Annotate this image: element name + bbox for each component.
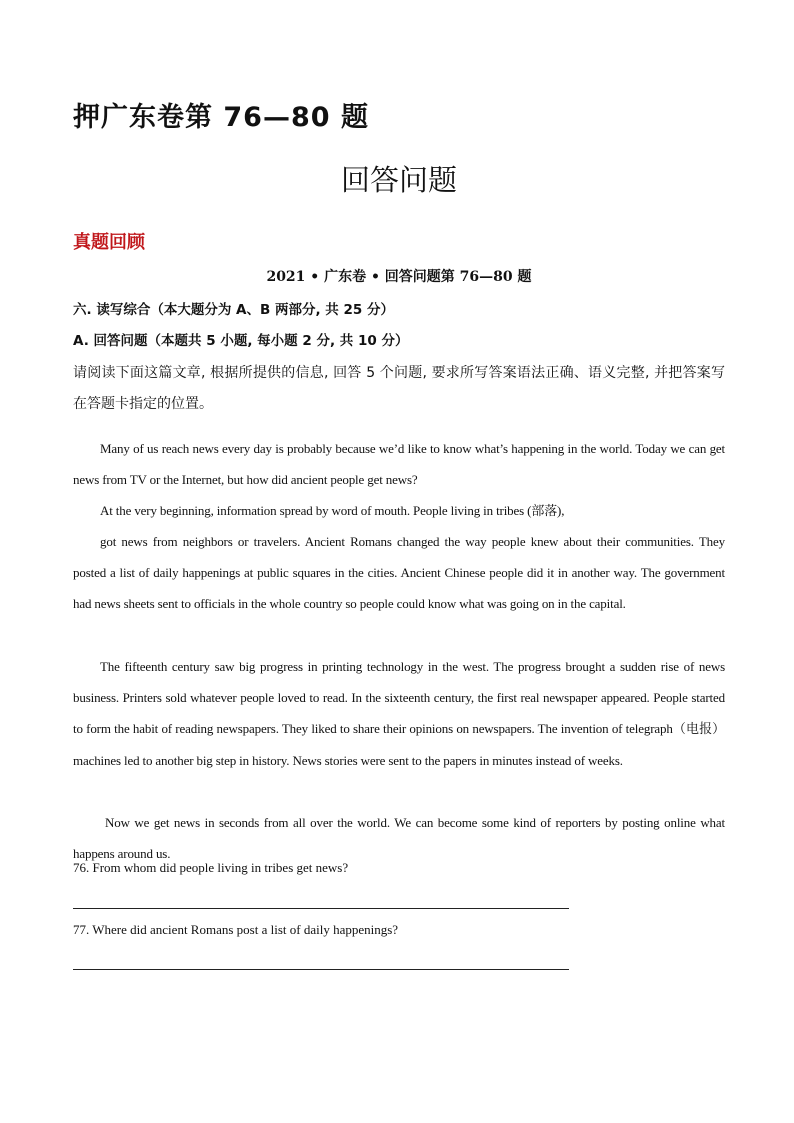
sub-heading: A. 回答问题（本题共 5 小题, 每小题 2 分, 共 10 分） <box>73 333 409 349</box>
page-subtitle: 回答问题 <box>340 163 457 197</box>
page-title: 押广东卷第 76—80 题 <box>73 102 369 133</box>
part-heading: 六. 读写综合（本大题分为 A、B 两部分, 共 25 分） <box>73 302 394 318</box>
passage-paragraph-3: got news from neighbors or travelers. Ancient Romans changed the way people knew about their communities. They posted a list of daily happenings at public squares in the cities. Ancient Chinese people did it in another way. The government had news sheets sent to officials in the whole country so people could know what was going on in the capital. <box>73 534 725 612</box>
section-heading-review: 真题回顾 <box>73 232 145 253</box>
answer-line-77[interactable] <box>73 969 569 970</box>
question-77: 77. Where did ancient Romans post a list of daily happenings? <box>73 922 399 937</box>
passage-paragraph-4: The fifteenth century saw big progress in printing technology in the west. The progress brought a sudden rise of news business. Printers sold whatever people loved to read. In the sixteenth century, the first real newspaper appeared. People started to form the habit of reading newspapers. They liked to share their opinions on newspapers. The invention of telegraph（电报）machines led to another big step in history. News stories were sent to the papers in minutes instead of weeks. <box>73 659 725 768</box>
passage-paragraph-2: At the very beginning, information spread by word of mouth. People living in tribes (部落), <box>100 503 565 518</box>
passage-paragraph-1: Many of us reach news every day is probably because we’d like to know what’s happening in the world. Today we can get news from TV or the Internet, but how did ancient people get news? <box>73 441 725 488</box>
instructions-text: 请阅读下面这篇文章, 根据所提供的信息, 回答 5 个问题, 要求所写答案语法正确、语义完整, 并把答案写在答题卡指定的位置。 <box>73 365 725 412</box>
exam-title: 2021 • 广东卷 • 回答问题第 76—80 题 <box>266 269 532 285</box>
question-76: 76. From whom did people living in tribes get news? <box>73 860 349 875</box>
answer-line-76[interactable] <box>73 908 569 909</box>
passage-paragraph-5: Now we get news in seconds from all over the world. We can become some kind of reporters by posting online what happens around us. <box>73 815 725 862</box>
